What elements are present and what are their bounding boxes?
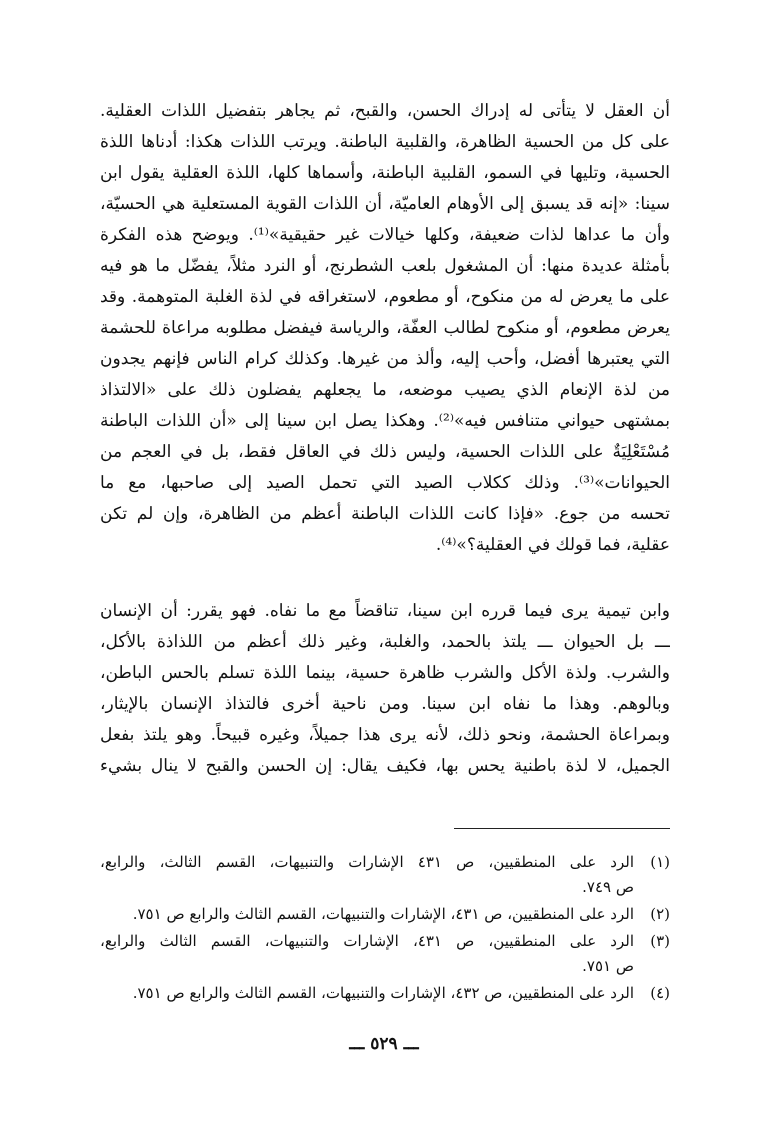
text-line: والشرب. ولذة الأكل والشرب ظاهرة حسية، بينما اللذة تسلم بالحس الباطن، bbox=[100, 663, 670, 683]
text-line: يعرض مطعوم، أو منكوح لطالب العفّة، والرياسة فيفضل مطلوبه مراعاة للحشمة bbox=[100, 318, 670, 338]
text-line: التي يعتبرها أفضل، وأحب إليه، وألذ من غيرها. وكذلك كرام الناس فإنهم يجدون bbox=[100, 349, 670, 369]
text-line: ـــ بل الحيوان ـــ يلتذ بالحمد، والغلبة، وغير ذلك أعظم من اللذاذة بالأكل، bbox=[100, 632, 670, 652]
footnote-number: (٤) bbox=[650, 984, 670, 1002]
text-line: سينا: «إنه قد يسبق إلى الأوهام العاميّة، أن اللذات القوية المستعلية هي الحسيّة، bbox=[100, 194, 670, 214]
footnote-number: (١) bbox=[650, 853, 670, 871]
footnote-line: الرد على المنطقيين، ص ٤٣١ الإشارات والتنبيهات، القسم الثالث، والرابع، bbox=[100, 853, 635, 871]
page-number: ـــ ٥٢٩ ـــ bbox=[349, 1034, 419, 1054]
footnote-text bbox=[100, 981, 634, 1006]
text-line: أن العقل لا يتأتى له إدراك الحسن، والقبح، ثم يجاهر بتفضيل اللذات العقلية. bbox=[100, 101, 670, 121]
footnote-text bbox=[100, 929, 634, 979]
text-line: تحسه من جوع. «فإذا كانت اللذات الباطنة أعظم من الظاهرة، وإن لم تكن bbox=[100, 504, 670, 524]
footnote-text bbox=[100, 902, 634, 927]
footnote-line: ص ٧٤٩. bbox=[582, 878, 634, 896]
text-line: بأمثلة عديدة منها: أن المشغول بلعب الشطرنج، أو النرد مثلاً، يفضّل ما هو فيه bbox=[100, 256, 670, 276]
body-paragraph-1 bbox=[100, 96, 670, 561]
footnote-line: ص ٧٥١. bbox=[582, 957, 634, 975]
footnote-1 bbox=[100, 850, 670, 900]
footnote-line: الرد على المنطقيين، ص ٤٣١، الإشارات والتنبيهات، القسم الثالث والرابع، bbox=[100, 932, 635, 950]
footnote-text bbox=[100, 850, 634, 900]
text-line: الجميل، لا لذة باطنية يحس بها، فكيف يقال: إن الحسن والقبح لا ينال بشيء bbox=[100, 756, 670, 776]
footnote-4 bbox=[100, 981, 670, 1006]
text-line: وبمراعاة الحشمة، ونحو ذلك، لأنه يرى هذا جميلاً، وغيره قبيحاً. وهو يلتذ بفعل bbox=[100, 725, 670, 745]
text-line: مُسْتَعْلِيَةٌ على اللذات الحسية، وليس ذلك في العاقل فقط، بل في العجم من bbox=[100, 442, 670, 462]
body-paragraph-2 bbox=[100, 596, 670, 782]
footnote-separator bbox=[454, 828, 670, 829]
text-line: بمشتهى حيواني متنافس فيه»⁽²⁾. وهكذا يصل ابن سينا إلى «أن اللذات الباطنة bbox=[100, 411, 670, 431]
text-line: عقلية، فما قولك في العقلية؟»⁽⁴⁾. bbox=[435, 535, 670, 555]
footnote-3 bbox=[100, 929, 670, 979]
text-line: من لذة الإنعام الذي يصيب موضعه، ما يجعلهم يفضلون ذلك على «الالتذاذ bbox=[100, 380, 670, 400]
footnote-line: الرد على المنطقيين، ص ٤٣١، الإشارات والتنبيهات، القسم الثالث والرابع ص ٧٥١. bbox=[132, 905, 634, 923]
text-line: الحسية، وتليها في السمو، القلبية الباطنة، وأسماها كلها، اللذة العقلية يقول ابن bbox=[100, 163, 670, 183]
text-line: وابن تيمية يرى فيما قرره ابن سينا، تناقضاً مع ما نفاه. فهو يقرر: أن الإنسان bbox=[100, 601, 670, 621]
text-line: وأن ما عداها لذات ضعيفة، وكلها خيالات غير حقيقية»⁽¹⁾. ويوضح هذه الفكرة bbox=[100, 225, 670, 245]
text-line: وبالوهم. وهذا ما نفاه ابن سينا. ومن ناحية أخرى فالتذاذ الإنسان بالإيثار، bbox=[100, 694, 670, 714]
text-line: الحيوانات»⁽³⁾. وذلك ككلاب الصيد التي تحمل الصيد إلى صاحبها، مع ما bbox=[100, 473, 670, 493]
footnote-2 bbox=[100, 902, 670, 927]
footnote-number: (٢) bbox=[650, 905, 670, 923]
text-line: على ما يعرض له من منكوح، أو مطعوم، لاستغراقه في لذة الغلبة المتوهمة. وقد bbox=[100, 287, 670, 307]
footnote-line: الرد على المنطقيين، ص ٤٣٢، الإشارات والتنبيهات، القسم الثالث والرابع ص ٧٥١. bbox=[132, 984, 634, 1002]
text-line: على كل من الحسية الظاهرة، والقلبية الباطنة. ويرتب اللذات هكذا: أدناها اللذة bbox=[100, 132, 670, 152]
footnotes bbox=[100, 850, 670, 1008]
footnote-number: (٣) bbox=[650, 932, 670, 950]
